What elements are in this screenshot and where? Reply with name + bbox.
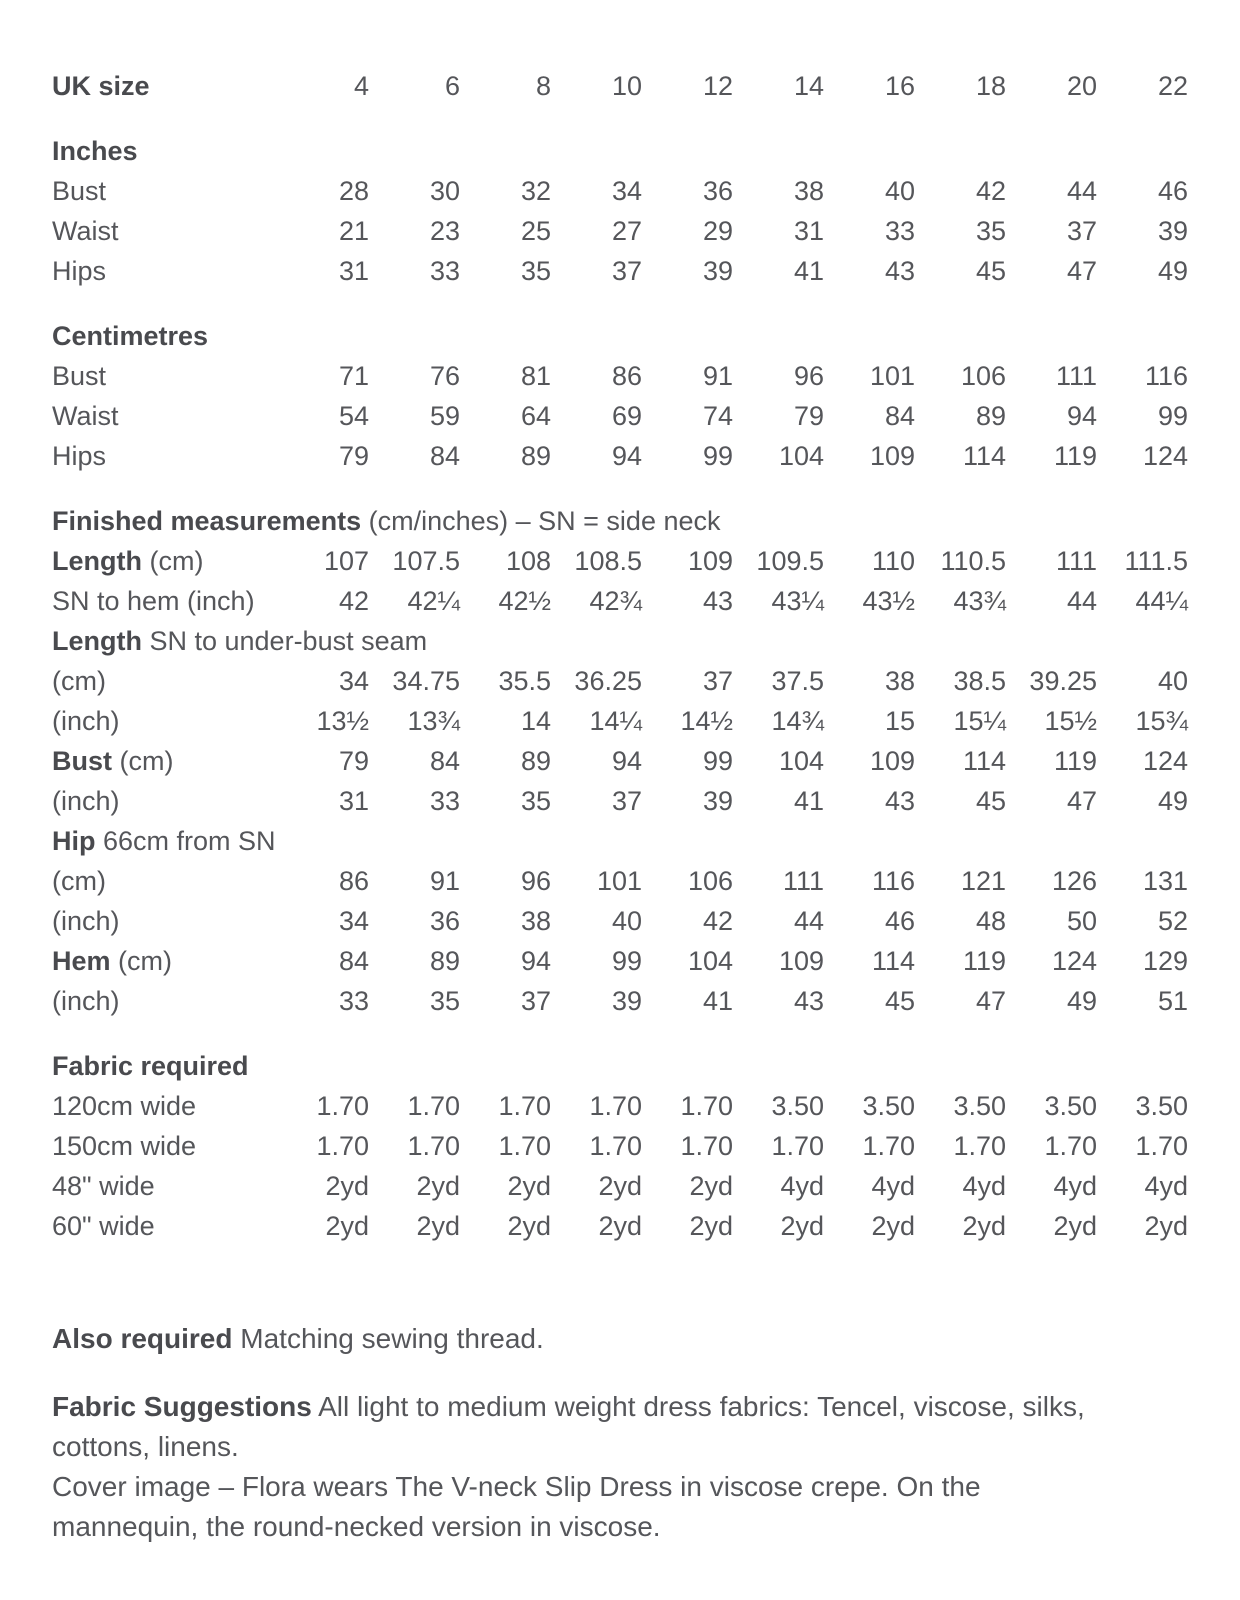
table-cell: 2yd: [416, 1171, 460, 1201]
table-cell: 89: [520, 746, 551, 776]
table-row: [52, 781, 1188, 821]
table-cell: 14¼: [589, 706, 642, 736]
table-cell: 81: [520, 361, 551, 391]
row-label: (cm): [52, 866, 106, 896]
table-cell: 1.70: [407, 1131, 460, 1161]
row-label: Waist: [52, 216, 119, 246]
table-cell: 42¼: [407, 586, 460, 616]
table-cell: 76: [429, 361, 460, 391]
table-cell: 12: [702, 71, 733, 101]
table-row: [52, 1166, 1188, 1206]
table-cell: 99: [611, 946, 642, 976]
table-row: [52, 1126, 1188, 1166]
also-required-note: [52, 1319, 1188, 1359]
table-cell: 1.70: [407, 1091, 460, 1121]
row-label: [52, 106, 1188, 171]
table-cell: 89: [975, 401, 1006, 431]
table-cell: 94: [611, 746, 642, 776]
table-cell: 116: [1144, 361, 1188, 391]
table-cell: 44¼: [1135, 586, 1188, 616]
table-cell: 2yd: [416, 1211, 460, 1241]
row-label: Waist: [52, 401, 119, 431]
table-cell: 40: [611, 906, 642, 936]
row-label: Hem (cm): [52, 946, 173, 976]
row-label-bold: Hip: [52, 826, 96, 856]
table-cell: 45: [975, 786, 1006, 816]
table-cell: 109: [869, 746, 915, 776]
row-label-bold: UK size: [52, 71, 150, 101]
table-cell: 14: [520, 706, 551, 736]
table-cell: 84: [429, 441, 460, 471]
table-row: [52, 106, 1188, 171]
table-cell: 124: [1142, 441, 1188, 471]
table-cell: 108: [505, 546, 551, 576]
table-cell: 2yd: [507, 1211, 551, 1241]
table-row: [52, 476, 1188, 541]
table-cell: 3.50: [862, 1091, 915, 1121]
table-cell: 39: [611, 986, 642, 1016]
table-cell: 110: [871, 546, 915, 576]
table-cell: 96: [793, 361, 824, 391]
table-cell: 3.50: [1044, 1091, 1097, 1121]
table-cell: 4yd: [1144, 1171, 1188, 1201]
table-cell: 52: [1157, 906, 1188, 936]
table-cell: 43: [884, 786, 915, 816]
row-label: Bust: [52, 176, 107, 206]
table-row: [52, 661, 1188, 701]
table-cell: 2yd: [962, 1211, 1006, 1241]
table-row: [52, 1206, 1188, 1246]
table-cell: 94: [1066, 401, 1097, 431]
table-cell: 109: [869, 441, 915, 471]
table-cell: 104: [778, 441, 824, 471]
table-cell: 49: [1157, 786, 1188, 816]
table-cell: 40: [884, 176, 915, 206]
table-cell: 38: [520, 906, 551, 936]
row-label: 48" wide: [52, 1171, 155, 1201]
table-row: [52, 1086, 1188, 1126]
row-label: Finished measurements (cm/inches) – SN = side neck: [52, 506, 721, 536]
table-cell: 36: [429, 906, 460, 936]
row-label: (inch): [52, 986, 120, 1016]
table-cell: 1.70: [316, 1131, 369, 1161]
table-cell: 13¾: [407, 706, 460, 736]
cover-image-note: [52, 1467, 1188, 1547]
table-cell: 8: [535, 71, 551, 101]
table-cell: 37: [611, 256, 642, 286]
table-cell: 110.5: [940, 546, 1006, 576]
table-cell: 1.70: [589, 1091, 642, 1121]
table-cell: 25: [520, 216, 551, 246]
table-cell: 119: [1053, 746, 1097, 776]
table-cell: 43: [793, 986, 824, 1016]
table-cell: 14¾: [771, 706, 824, 736]
row-label-bold: Hem: [52, 946, 111, 976]
table-cell: 42½: [498, 586, 551, 616]
table-row: [52, 356, 1188, 396]
table-cell: 131: [1142, 866, 1188, 896]
table-cell: 31: [338, 786, 369, 816]
table-cell: 121: [960, 866, 1006, 896]
table-cell: 3.50: [771, 1091, 824, 1121]
also-required-label: Also required: [52, 1323, 233, 1354]
table-cell: 2yd: [325, 1171, 369, 1201]
table-cell: 30: [429, 176, 460, 206]
fabric-suggestions-line2: cottons, linens.: [52, 1431, 239, 1462]
table-cell: 111.5: [1124, 546, 1188, 576]
table-cell: 104: [687, 946, 733, 976]
table-cell: 35: [975, 216, 1006, 246]
table-cell: 2yd: [871, 1211, 915, 1241]
table-cell: 94: [520, 946, 551, 976]
table-cell: 1.70: [316, 1091, 369, 1121]
table-cell: 126: [1051, 866, 1097, 896]
table-cell: 1.70: [680, 1131, 733, 1161]
table-row: [52, 981, 1188, 1021]
table-cell: 109: [778, 946, 824, 976]
table-row: [52, 396, 1188, 436]
table-cell: 4yd: [871, 1171, 915, 1201]
table-cell: 15¼: [953, 706, 1006, 736]
table-cell: 38: [884, 666, 915, 696]
table-cell: 45: [884, 986, 915, 1016]
table-row: [52, 1021, 1188, 1086]
table-cell: 46: [884, 906, 915, 936]
table-cell: 114: [962, 746, 1006, 776]
table-cell: 47: [975, 986, 1006, 1016]
cover-image-line1: Cover image – Flora wears The V-neck Slip Dress in viscose crepe. On the: [52, 1471, 981, 1502]
table-cell: 44: [1066, 586, 1097, 616]
table-cell: 39: [702, 786, 733, 816]
table-cell: 42¾: [589, 586, 642, 616]
table-cell: 43¾: [953, 586, 1006, 616]
table-cell: 106: [960, 361, 1006, 391]
table-cell: 54: [338, 401, 369, 431]
row-label: Bust (cm): [52, 746, 174, 776]
table-cell: 36.25: [574, 666, 642, 696]
table-cell: 124: [1142, 746, 1188, 776]
table-cell: 39: [702, 256, 733, 286]
table-cell: 38.5: [953, 666, 1006, 696]
table-cell: 41: [793, 256, 824, 286]
table-cell: 109.5: [756, 546, 824, 576]
table-cell: 15: [884, 706, 915, 736]
table-cell: 16: [884, 71, 915, 101]
table-cell: 3.50: [953, 1091, 1006, 1121]
table-cell: 96: [520, 866, 551, 896]
table-cell: 2yd: [598, 1211, 642, 1241]
table-cell: 34: [338, 906, 369, 936]
table-cell: 64: [520, 401, 551, 431]
row-label: 60" wide: [52, 1211, 155, 1241]
table-cell: 33: [338, 986, 369, 1016]
table-cell: 79: [793, 401, 824, 431]
table-cell: 101: [596, 866, 642, 896]
row-label: Hip 66cm from SN: [52, 826, 276, 856]
table-cell: 89: [429, 946, 460, 976]
table-cell: 42: [338, 586, 369, 616]
row-label-bold: Finished measurements: [52, 506, 362, 536]
table-cell: 37.5: [771, 666, 824, 696]
row-label-bold: Fabric required: [52, 1051, 249, 1081]
table-row: [52, 171, 1188, 211]
table-cell: 2yd: [325, 1211, 369, 1241]
table-cell: 4yd: [780, 1171, 824, 1201]
table-cell: 49: [1066, 986, 1097, 1016]
table-cell: 35.5: [498, 666, 551, 696]
table-cell: 35: [520, 256, 551, 286]
table-cell: 14: [793, 71, 824, 101]
table-row: [52, 941, 1188, 981]
table-cell: 86: [611, 361, 642, 391]
table-cell: 1.70: [680, 1091, 733, 1121]
row-label-bold: Inches: [52, 136, 138, 166]
table-cell: 14½: [680, 706, 733, 736]
table-cell: 2yd: [1053, 1211, 1097, 1241]
table-cell: 44: [1066, 176, 1097, 206]
table-cell: 1.70: [771, 1131, 824, 1161]
row-label: [52, 1021, 1188, 1086]
table-cell: 86: [338, 866, 369, 896]
table-cell: 36: [702, 176, 733, 206]
table-cell: 119: [1053, 441, 1097, 471]
table-cell: 15½: [1044, 706, 1097, 736]
row-label: 120cm wide: [52, 1091, 197, 1121]
table-cell: 99: [702, 441, 733, 471]
fabric-suggestions-line1: All light to medium weight dress fabrics: Tencel, viscose, silks,: [318, 1391, 1085, 1422]
table-cell: 2yd: [689, 1211, 733, 1241]
table-cell: 79: [338, 441, 369, 471]
fabric-suggestions-note: [52, 1387, 1188, 1467]
table-cell: 1.70: [1135, 1131, 1188, 1161]
table-cell: 23: [429, 216, 460, 246]
table-cell: 84: [884, 401, 915, 431]
notes-section: [52, 1319, 1188, 1547]
table-cell: 42: [702, 906, 733, 936]
table-cell: 104: [778, 746, 824, 776]
table-cell: 94: [611, 441, 642, 471]
table-cell: 109: [687, 546, 733, 576]
table-cell: 116: [871, 866, 915, 896]
table-cell: 32: [520, 176, 551, 206]
table-cell: 106: [687, 866, 733, 896]
row-label: (inch): [52, 786, 120, 816]
table-cell: 111: [1055, 546, 1097, 576]
table-cell: 107: [323, 546, 369, 576]
table-row: [52, 621, 1188, 661]
row-label: (inch): [52, 706, 120, 736]
table-cell: 38: [793, 176, 824, 206]
table-cell: 51: [1157, 986, 1188, 1016]
table-cell: 20: [1066, 71, 1097, 101]
table-cell: 124: [1051, 946, 1097, 976]
size-table: [52, 66, 1188, 1246]
table-cell: 10: [611, 71, 642, 101]
table-cell: 34: [338, 666, 369, 696]
table-cell: 31: [338, 256, 369, 286]
table-cell: 47: [1066, 786, 1097, 816]
row-label: (cm): [52, 666, 106, 696]
table-cell: 15¾: [1135, 706, 1188, 736]
table-row: [52, 291, 1188, 356]
row-label-bold: Bust: [52, 746, 112, 776]
row-label-bold: Centimetres: [52, 321, 209, 351]
table-cell: 39.25: [1029, 666, 1097, 696]
table-cell: 1.70: [498, 1131, 551, 1161]
table-cell: 101: [869, 361, 915, 391]
row-label: Bust: [52, 361, 107, 391]
table-cell: 2yd: [780, 1211, 824, 1241]
table-cell: 22: [1157, 71, 1188, 101]
table-cell: 111: [1055, 361, 1097, 391]
table-row: [52, 901, 1188, 941]
table-cell: 46: [1157, 176, 1188, 206]
table-cell: 84: [429, 746, 460, 776]
table-cell: 84: [338, 946, 369, 976]
table-cell: 35: [520, 786, 551, 816]
table-cell: 4yd: [1053, 1171, 1097, 1201]
table-row: [52, 541, 1188, 581]
table-cell: 2yd: [1144, 1211, 1188, 1241]
table-cell: 44: [793, 906, 824, 936]
row-label: Hips: [52, 256, 107, 286]
table-cell: 40: [1157, 666, 1188, 696]
table-row: [52, 211, 1188, 251]
table-cell: 43: [884, 256, 915, 286]
table-cell: 29: [702, 216, 733, 246]
table-cell: 69: [611, 401, 642, 431]
table-cell: 35: [429, 986, 460, 1016]
table-row: [52, 436, 1188, 476]
table-cell: 1.70: [953, 1131, 1006, 1161]
table-cell: 43½: [862, 586, 915, 616]
table-cell: 42: [975, 176, 1006, 206]
table-cell: 1.70: [862, 1131, 915, 1161]
also-required-text: Matching sewing thread.: [240, 1323, 544, 1354]
table-cell: 39: [1157, 216, 1188, 246]
table-cell: 33: [429, 256, 460, 286]
table-row: [52, 821, 1188, 861]
table-cell: 89: [520, 441, 551, 471]
table-cell: 99: [702, 746, 733, 776]
row-label: Length SN to under-bust seam: [52, 626, 428, 656]
table-cell: 28: [338, 176, 369, 206]
table-cell: 43: [702, 586, 733, 616]
size-table-body: [52, 66, 1188, 1246]
table-cell: 119: [962, 946, 1006, 976]
table-cell: 4yd: [962, 1171, 1006, 1201]
table-cell: 37: [520, 986, 551, 1016]
fabric-suggestions-label: Fabric Suggestions: [52, 1391, 312, 1422]
table-cell: 79: [338, 746, 369, 776]
table-cell: 49: [1157, 256, 1188, 286]
table-cell: 114: [871, 946, 915, 976]
table-cell: 37: [1066, 216, 1097, 246]
row-label: (inch): [52, 906, 120, 936]
table-cell: 41: [702, 986, 733, 1016]
table-cell: 37: [611, 786, 642, 816]
table-cell: 74: [702, 401, 733, 431]
table-cell: 1.70: [589, 1131, 642, 1161]
table-row: [52, 861, 1188, 901]
table-cell: 71: [338, 361, 369, 391]
table-cell: 33: [429, 786, 460, 816]
cover-image-line2: mannequin, the round-necked version in viscose.: [52, 1511, 661, 1542]
table-cell: 59: [429, 401, 460, 431]
row-label-bold: Length: [52, 626, 142, 656]
table-cell: 27: [611, 216, 642, 246]
row-label: Length (cm): [52, 546, 204, 576]
table-row: [52, 66, 1188, 106]
row-label: 150cm wide: [52, 1131, 197, 1161]
table-cell: 91: [702, 361, 733, 391]
table-cell: 33: [884, 216, 915, 246]
row-label: SN to hem (inch): [52, 586, 255, 616]
table-cell: 111: [782, 866, 824, 896]
table-cell: 1.70: [498, 1091, 551, 1121]
table-cell: 21: [338, 216, 369, 246]
table-row: [52, 741, 1188, 781]
table-cell: 41: [793, 786, 824, 816]
table-cell: 4: [353, 71, 369, 101]
table-cell: 91: [429, 866, 460, 896]
table-cell: 43¼: [771, 586, 824, 616]
table-row: [52, 701, 1188, 741]
table-row: [52, 581, 1188, 621]
table-cell: 34: [611, 176, 642, 206]
table-cell: 99: [1157, 401, 1188, 431]
table-cell: 2yd: [507, 1171, 551, 1201]
table-cell: 114: [962, 441, 1006, 471]
table-cell: 107.5: [392, 546, 460, 576]
table-cell: 2yd: [598, 1171, 642, 1201]
table-row: [52, 251, 1188, 291]
table-cell: 3.50: [1135, 1091, 1188, 1121]
table-cell: 48: [975, 906, 1006, 936]
row-label: Hips: [52, 441, 107, 471]
table-cell: 31: [793, 216, 824, 246]
table-cell: 108.5: [574, 546, 642, 576]
table-cell: 129: [1142, 946, 1188, 976]
table-cell: 47: [1066, 256, 1097, 286]
table-cell: 50: [1066, 906, 1097, 936]
row-label: [52, 66, 278, 106]
row-label: [52, 291, 1188, 356]
table-cell: 18: [975, 71, 1006, 101]
row-label-bold: Length: [52, 546, 142, 576]
table-cell: 13½: [316, 706, 369, 736]
table-cell: 6: [444, 71, 460, 101]
table-cell: 2yd: [689, 1171, 733, 1201]
table-cell: 1.70: [1044, 1131, 1097, 1161]
table-cell: 34.75: [392, 666, 460, 696]
table-cell: 45: [975, 256, 1006, 286]
table-cell: 37: [702, 666, 733, 696]
